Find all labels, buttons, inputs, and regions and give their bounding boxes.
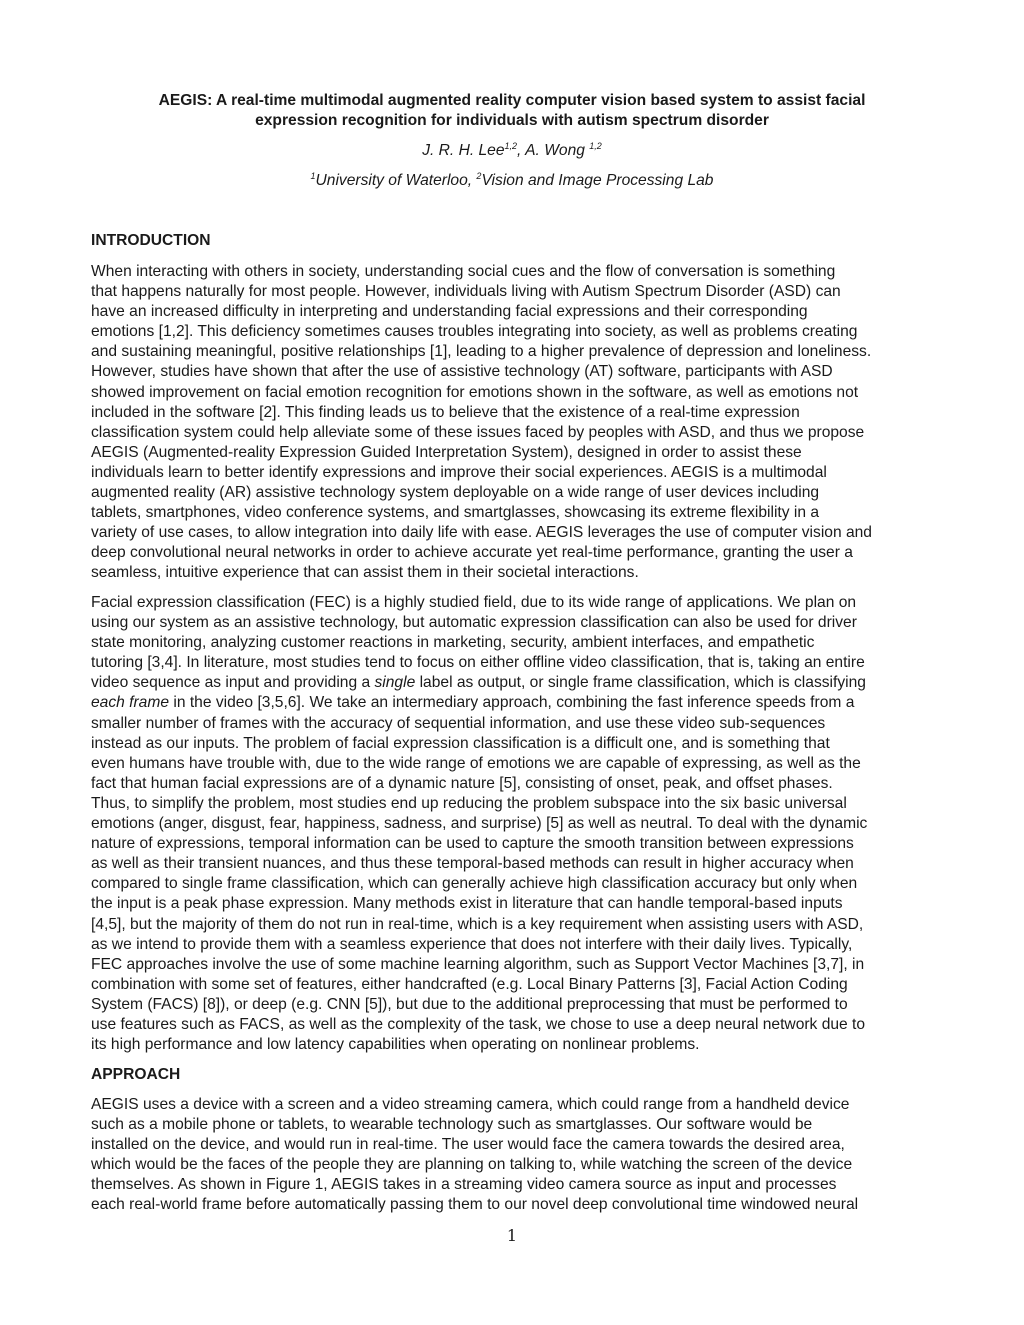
text-line: using our system as an assistive technology, but automatic expression classification can also be used for driver (91, 614, 857, 632)
emphasized-text: single (374, 674, 416, 692)
paper-title (100, 91, 924, 131)
text-line: included in the software [2]. This finding leads us to believe that the existence of a real-time expression (91, 403, 800, 421)
approach-heading: APPROACH (91, 1066, 181, 1083)
text-line: emotions (anger, disgust, fear, happiness, sadness, and surprise) [5] as well as neutral. To deal with the dynamic (91, 815, 868, 833)
text-line: AEGIS (Augmented-reality Expression Guided Interpretation System), designed in order to assist these (91, 443, 802, 461)
text-line: FEC approaches involve the use of some machine learning algorithm, such as Support Vector Machines [3,7], in (91, 955, 865, 973)
text-line: even humans have trouble with, due to the wide range of emotions we are capable of expressing, as well as the (91, 754, 861, 772)
text-line: themselves. As shown in Figure 1, AEGIS takes in a streaming video camera source as input and processes (91, 1176, 837, 1194)
page-number: 1 (506, 1226, 518, 1245)
title-line: expression recognition for individuals with autism spectrum disorder (255, 112, 769, 129)
text-line: the input is a peak phase expression. Many methods exist in literature that can handle temporal-based inputs (91, 895, 843, 913)
text-line: emotions [1,2]. This deficiency sometimes causes troubles integrating into society, as well as problems creating (91, 323, 858, 341)
text-line: use features such as FACS, as well as the complexity of the task, we chose to use a deep neural network due to (91, 1015, 866, 1033)
introduction-paragraph-1 (91, 262, 941, 584)
text-line: installed on the device, and would run in real-time. The user would face the camera towards the desired area, (91, 1136, 845, 1154)
text-line: as well as their transient nuances, and thus these temporal-based methods can result in higher accuracy when (91, 855, 854, 873)
approach-paragraph (91, 1095, 941, 1216)
text-line: augmented reality (AR) assistive technology system deployable on a wide range of user devices including (91, 484, 820, 502)
author-name: J. R. H. Lee (422, 142, 505, 159)
text-line: smaller number of frames with the accuracy of sequential information, and use these video sub-sequences (91, 714, 826, 732)
title-line: AEGIS: A real-time multimodal augmented reality computer vision based system to assist facial (158, 92, 866, 109)
author-separator: , (517, 142, 526, 159)
affiliation-marker: 1 (310, 171, 316, 181)
text-line: state monitoring, analyzing customer reactions in marketing, security, ambient interfaces, and empathetic (91, 634, 815, 652)
author-list (100, 141, 924, 161)
affiliation-name: Vision and Image Processing Lab (481, 172, 714, 189)
introduction-paragraph-2 (91, 593, 941, 1055)
text-line: individuals learn to better identify expressions and improve their social experiences. AEGIS is a multimodal (91, 463, 827, 481)
text-line (91, 693, 941, 713)
affiliation-list (100, 171, 924, 191)
text-line: classification system could help alleviate some of these issues faced by peoples with ASD, and thus we propose (91, 423, 865, 441)
text-line: System (FACS) [8]), or deep (e.g. CNN [5]), but due to the additional preprocessing that must be performed to (91, 995, 848, 1013)
text-line: variety of use cases, to allow integration into daily life with ease. AEGIS leverages the use of computer vision and (91, 524, 872, 542)
affiliation-name: University of Waterloo, (315, 172, 477, 189)
text-line: its high performance and low latency capabilities when operating on nonlinear problems. (91, 1036, 700, 1054)
text-fragment: video sequence as input and providing a (91, 674, 375, 692)
text-line: fact that human facial expressions are of a dynamic nature [5], consisting of onset, peak, and offset phases. (91, 774, 833, 792)
introduction-heading: INTRODUCTION (91, 232, 211, 249)
author-affiliation-marker: 1,2 (504, 141, 518, 151)
text-fragment: in the video [3,5,6]. We take an intermediary approach, combining the fast inference speeds from a (169, 694, 855, 712)
author-affiliation-marker: 1,2 (589, 141, 602, 151)
text-line: tablets, smartphones, video conference systems, and smartglasses, showcasing its extreme flexibility in a (91, 504, 820, 522)
text-line: deep convolutional neural networks in order to achieve accurate yet real-time performance, granting the user a (91, 544, 853, 562)
text-line: instead as our inputs. The problem of facial expression classification is a difficult one, and is something that (91, 734, 830, 752)
text-line: that happens naturally for most people. However, individuals living with Autism Spectrum Disorder (ASD) can (91, 283, 841, 301)
affiliation-marker: 2 (476, 171, 482, 181)
text-fragment: label as output, or single frame classification, which is classifying (415, 674, 866, 692)
text-line: When interacting with others in society, understanding social cues and the flow of conversation is something (91, 263, 836, 280)
author-name: A. Wong (525, 142, 590, 159)
text-line: such as a mobile phone or tablets, to wearable technology such as smartglasses. Our software would be (91, 1116, 813, 1134)
text-line: each real-world frame before automatically passing them to our novel deep convolutional time windowed neural (91, 1196, 859, 1214)
text-line: Thus, to simplify the problem, most studies end up reducing the problem subspace into the six basic universal (91, 794, 847, 812)
text-line: showed improvement on facial emotion recognition for emotions shown in the software, as well as emotions not (91, 383, 859, 401)
text-line (91, 673, 941, 693)
text-line: [4,5], but the majority of them do not run in real-time, which is a key requirement when assisting users with ASD, (91, 915, 864, 933)
text-line: have an increased difficulty in interpreting and understanding facial expressions and their corresponding (91, 303, 808, 321)
text-line: AEGIS uses a device with a screen and a video streaming camera, which could range from a handheld device (91, 1096, 850, 1113)
text-line: tutoring [3,4]. In literature, most studies tend to focus on either offline video classification, that is, taking an entire (91, 654, 865, 672)
emphasized-text: each frame (91, 694, 170, 712)
text-line: However, studies have shown that after the use of assistive technology (AT) software, participants with ASD (91, 363, 833, 381)
text-line: combination with some set of features, either handcrafted (e.g. Local Binary Patterns [3], Facial Action Coding (91, 975, 848, 993)
text-line: nature of expressions, temporal information can be used to capture the smooth transition between expressions (91, 835, 854, 853)
text-line: which would be the faces of the people they are planning on talking to, while watching the screen of the device (91, 1156, 853, 1174)
text-line: as we intend to provide them with a seamless experience that does not interfere with their daily lives. Typically, (91, 935, 853, 953)
text-line: compared to single frame classification, which can generally achieve high classification accuracy but only when (91, 875, 858, 893)
text-line: and sustaining meaningful, positive relationships [1], leading to a higher prevalence of depression and loneliness. (91, 343, 872, 361)
text-line: Facial expression classification (FEC) is a highly studied field, due to its wide range of applications. We plan on (91, 594, 857, 611)
text-line: seamless, intuitive experience that can assist them in their societal interactions. (91, 564, 639, 582)
